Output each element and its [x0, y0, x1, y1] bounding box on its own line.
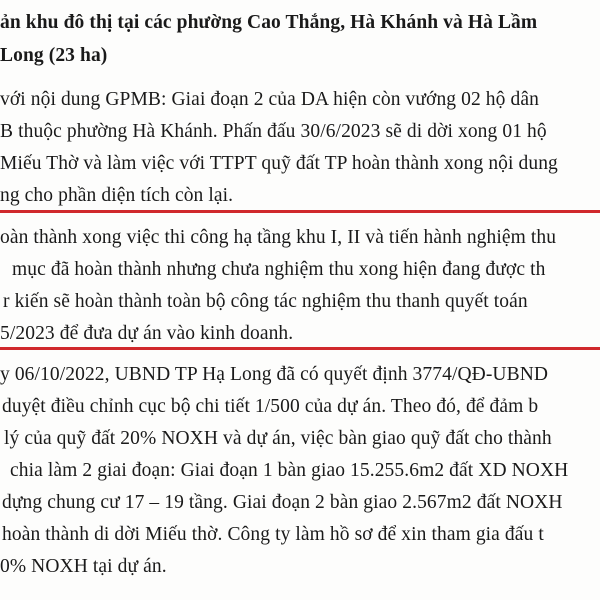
- highlight-rule-bottom: [0, 347, 600, 350]
- paragraph-1-line-3: Miếu Thờ và làm việc với TTPT quỹ đất TP hoàn thành xong nội dung: [0, 153, 558, 174]
- paragraph-3-line-7: 0% NOXH tại dự án.: [0, 556, 167, 577]
- heading-line-1: ản khu đô thị tại các phường Cao Thắng, Hà Khánh và Hà Lầm: [0, 12, 538, 33]
- paragraph-3-line-2: duyệt điều chỉnh cục bộ chi tiết 1/500 của dự án. Theo đó, để đảm b: [2, 396, 539, 417]
- paragraph-2-line-3: r kiến sẽ hoàn thành toàn bộ công tác nghiệm thu thanh quyết toán: [3, 291, 528, 312]
- paragraph-2-line-4: 5/2023 để đưa dự án vào kinh doanh.: [0, 323, 294, 344]
- highlight-rule-top: [0, 210, 600, 213]
- paragraph-3-line-5: dựng chung cư 17 – 19 tầng. Giai đoạn 2 bàn giao 2.567m2 đất NOXH: [2, 492, 563, 513]
- paragraph-2-line-1: oàn thành xong việc thi công hạ tầng khu I, II và tiến hành nghiệm thu: [0, 227, 557, 248]
- paragraph-3-line-4: chia làm 2 giai đoạn: Giai đoạn 1 bàn giao 15.255.6m2 đất XD NOXH: [10, 460, 569, 481]
- paragraph-1-line-1: với nội dung GPMB: Giai đoạn 2 của DA hiện còn vướng 02 hộ dân: [0, 89, 539, 110]
- paragraph-3-line-1: y 06/10/2022, UBND TP Hạ Long đã có quyết định 3774/QĐ-UBND: [0, 364, 549, 385]
- paragraph-1-line-2: B thuộc phường Hà Khánh. Phấn đấu 30/6/2023 sẽ di dời xong 01 hộ: [0, 121, 547, 142]
- paragraph-1-line-4: ng cho phần diện tích còn lại.: [0, 185, 234, 206]
- paragraph-3-line-6: hoàn thành di dời Miếu thờ. Công ty làm hồ sơ để xin tham gia đấu t: [2, 524, 544, 545]
- heading-line-2: Long (23 ha): [0, 45, 108, 66]
- paragraph-2-line-2: mục đã hoàn thành nhưng chưa nghiệm thu xong hiện đang được th: [12, 259, 546, 280]
- paragraph-3-line-3: lý của quỹ đất 20% NOXH và dự án, việc bàn giao quỹ đất cho thành: [4, 428, 552, 449]
